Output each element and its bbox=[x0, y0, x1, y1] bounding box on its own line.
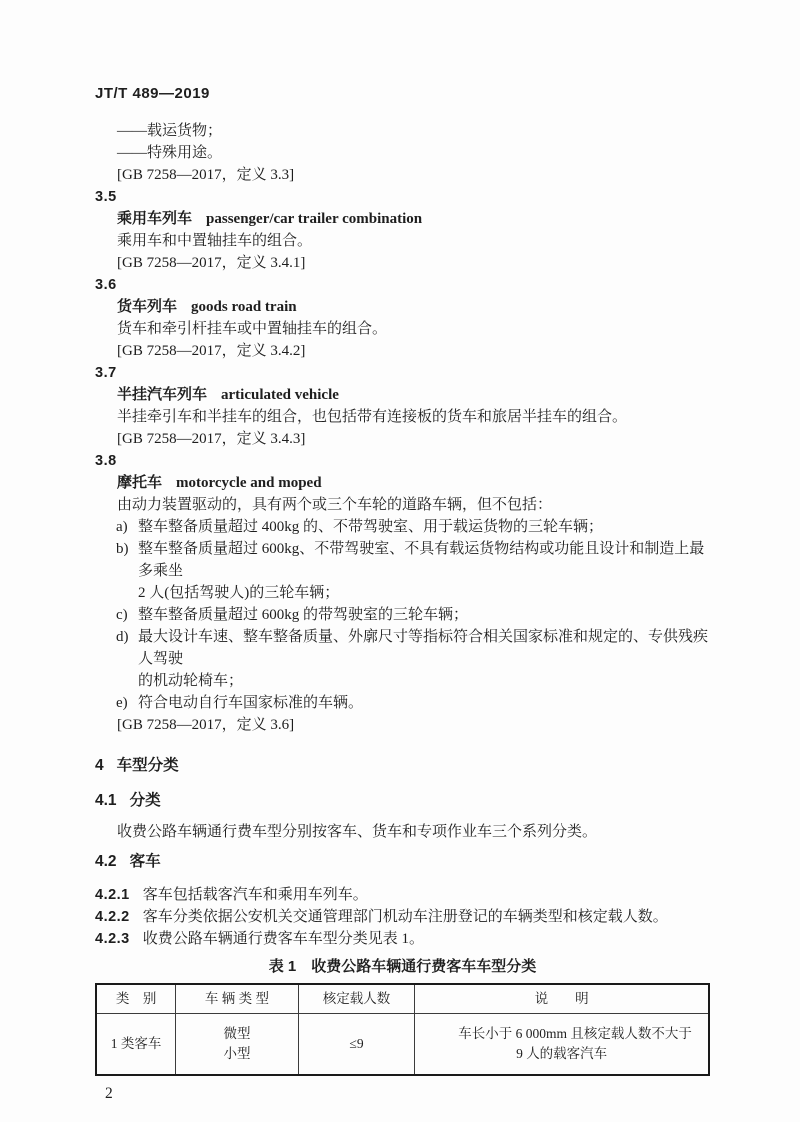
dash-item: ——特殊用途。 bbox=[117, 145, 223, 161]
source-reference: [GB 7258—2017，定义 3.6] bbox=[117, 717, 295, 733]
header-cell-seats: 核定载人数 bbox=[298, 984, 414, 1014]
section-number: 3.7 bbox=[95, 365, 117, 381]
definition-text: 由动力装置驱动的，具有两个或三个车轮的道路车辆，但不包括： bbox=[117, 497, 553, 513]
header-cell-description: 说 明 bbox=[415, 984, 709, 1014]
source-reference: [GB 7258—2017，定义 3.4.1] bbox=[117, 255, 306, 271]
list-item bbox=[95, 516, 710, 538]
clause-text: 收费公路车辆通行费客车车型分类见表 1。 bbox=[142, 931, 425, 947]
paragraph-text: 收费公路车辆通行费车型分别按客车、货车和专项作业车三个系列分类。 bbox=[117, 824, 598, 840]
heading-title: 分类 bbox=[129, 792, 161, 809]
list-item-text: 2 人(包括驾驶人)的三轮车辆； bbox=[138, 585, 340, 601]
list-marker: d) bbox=[116, 629, 129, 645]
term-chinese: 半挂汽车列车 bbox=[117, 386, 208, 403]
subsection-heading-4-2 bbox=[95, 851, 710, 873]
header-cell-vehicle-type: 车 辆 类 型 bbox=[176, 984, 299, 1014]
table-row bbox=[96, 1014, 709, 1076]
heading-number: 4.2 bbox=[95, 853, 117, 870]
list-item bbox=[95, 626, 710, 692]
heading-number: 4 bbox=[95, 757, 104, 774]
definition-text: 乘用车和中置轴挂车的组合。 bbox=[117, 233, 313, 249]
term-english: articulated vehicle bbox=[221, 387, 339, 403]
list-item bbox=[95, 538, 710, 604]
list-item-text: 符合电动自行车国家标准的车辆。 bbox=[138, 695, 364, 711]
heading-title: 车型分类 bbox=[116, 757, 179, 774]
clause-list bbox=[95, 884, 710, 950]
list-item bbox=[95, 604, 710, 626]
cell-seats: ≤9 bbox=[298, 1014, 414, 1076]
heading-title: 客车 bbox=[129, 853, 161, 870]
vehicle-type-line: 小型 bbox=[223, 1046, 251, 1061]
list-item-text: 整车整备质量超过 600kg 的带驾驶室的三轮车辆； bbox=[138, 607, 469, 623]
list-marker: b) bbox=[116, 541, 129, 557]
source-reference: [GB 7258—2017，定义 3.4.3] bbox=[117, 431, 306, 447]
list-marker: a) bbox=[116, 519, 128, 535]
description-line: 9 人的载客汽车 bbox=[516, 1046, 608, 1061]
subsection-heading-4-1 bbox=[95, 790, 710, 812]
list-item-text: 整车整备质量超过 600kg、不带驾驶室、不具有载运货物结构或功能且设计和制造上最多乘坐 bbox=[138, 541, 705, 579]
term-english: goods road train bbox=[191, 299, 297, 315]
heading-number: 4.1 bbox=[95, 792, 117, 809]
definition-text: 半挂牵引车和半挂车的组合，也包括带有连接板的货车和旅居半挂车的组合。 bbox=[117, 409, 628, 425]
term-english: passenger/car trailer combination bbox=[206, 211, 423, 227]
running-header: JT/T 489—2019 bbox=[95, 85, 210, 102]
description-line: 车长小于 6 000mm 且核定载人数不大于 bbox=[458, 1026, 692, 1041]
clause bbox=[95, 928, 710, 950]
section-3-6 bbox=[95, 274, 710, 362]
clause-text: 客车分类依据公安机关交通管理部门机动车注册登记的车辆类型和核定载人数。 bbox=[142, 909, 668, 925]
vehicle-classification-table bbox=[95, 983, 710, 1076]
page-number: 2 bbox=[105, 1085, 113, 1102]
chapter-heading bbox=[95, 755, 710, 777]
clause-text: 客车包括载客汽车和乘用车列车。 bbox=[142, 887, 368, 903]
cell-description bbox=[415, 1014, 709, 1076]
clause bbox=[95, 906, 710, 928]
header-cell-category: 类 别 bbox=[96, 984, 176, 1014]
list-marker: e) bbox=[116, 695, 128, 711]
section-number: 3.8 bbox=[95, 453, 117, 469]
table-title: 表 1 收费公路车辆通行费客车车型分类 bbox=[268, 958, 537, 975]
list-item-text: 的机动轮椅车； bbox=[138, 673, 244, 689]
source-reference: [GB 7258—2017，定义 3.4.2] bbox=[117, 343, 306, 359]
clause-number: 4.2.1 bbox=[95, 887, 130, 903]
term-chinese: 乘用车列车 bbox=[117, 210, 193, 227]
term-chinese: 摩托车 bbox=[117, 474, 163, 491]
source-reference: [GB 7258—2017，定义 3.3] bbox=[117, 167, 295, 183]
section-3-7 bbox=[95, 362, 710, 450]
section-3-8 bbox=[95, 450, 710, 736]
cell-vehicle-type bbox=[176, 1014, 299, 1076]
list-item-text: 整车整备质量超过 400kg 的、不带驾驶室、用于载运货物的三轮车辆； bbox=[138, 519, 604, 535]
vehicle-type-line: 微型 bbox=[223, 1026, 251, 1041]
definition-text: 货车和牵引杆挂车或中置轴挂车的组合。 bbox=[117, 321, 388, 337]
clause-number: 4.2.2 bbox=[95, 909, 130, 925]
table-header-row bbox=[96, 984, 709, 1014]
list-marker: c) bbox=[116, 607, 128, 623]
section-3-5 bbox=[95, 186, 710, 274]
section-number: 3.6 bbox=[95, 277, 117, 293]
list-item-text: 最大设计车速、整车整备质量、外廓尺寸等指标符合相关国家标准和规定的、专供残疾人驾驶 bbox=[138, 629, 709, 667]
clause-number: 4.2.3 bbox=[95, 931, 130, 947]
term-chinese: 货车列车 bbox=[117, 298, 178, 315]
section-number: 3.5 bbox=[95, 189, 117, 205]
cell-category: 1 类客车 bbox=[96, 1014, 176, 1076]
list-item bbox=[95, 692, 710, 714]
dash-item: ——载运货物； bbox=[117, 123, 223, 139]
clause bbox=[95, 884, 710, 906]
term-english: motorcycle and moped bbox=[176, 475, 322, 491]
